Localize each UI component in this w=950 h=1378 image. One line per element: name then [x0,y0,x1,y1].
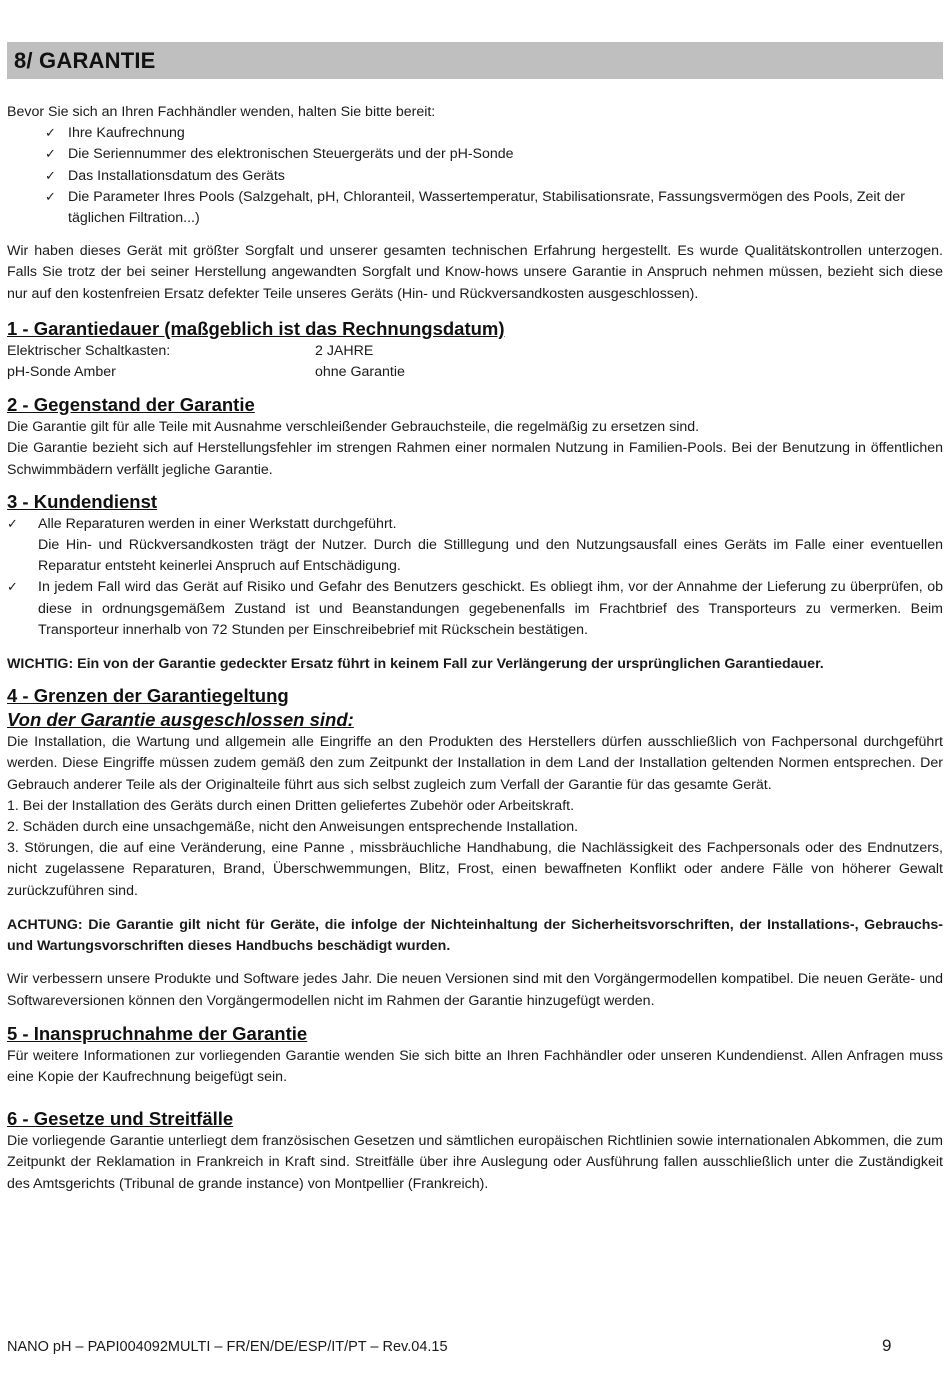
warranty-item-label: pH-Sonde Amber [7,364,116,381]
section-2-paragraph: Die Garantie gilt für alle Teile mit Ausnahme verschleißender Gebrauchsteile, die regelmäßig zu ersetzen sind. [7,419,700,436]
section-6-heading: 6 - Gesetze und Streitfälle [7,1108,234,1130]
check-icon: ✓ [7,580,18,596]
quality-paragraph: Wir haben dieses Gerät mit größter Sorgfalt und unserer gesamten technischen Erfahrung hergestellt. Es wurde Qualitätskontrollen unterzogen. Falls Sie trotz der bei seiner Herstellung angewandten Sorgfalt und Know-hows unsere Garantie in Anspruch nehmen müssen, bezieht sich diese nur auf den kostenfreien Ersatz defekter Teile unseres Geräts (Hin- und Rückversandkosten ausgeschlossen). [7,243,943,302]
warranty-item-label: Elektrischer Schaltkasten: [7,342,171,359]
page-title: 8/ GARANTIE [7,42,943,79]
service-checklist [7,514,943,641]
section-2-paragraph: Die Garantie bezieht sich auf Herstellungsfehler im strengen Rahmen einer normalen Nutzung in Familien-Pools. Bei der Benutzung in öffentlichen Schwimmbädern verfällt jegliche Garantie. [7,440,943,478]
checklist-item: ✓ Ihre Kaufrechnung [45,123,943,144]
warranty-row [7,362,943,383]
attention-note: ACHTUNG: Die Garantie gilt nicht für Geräte, die infolge der Nichteinhaltung der Sicherheitsvorschriften, der Installations-, Gebrauchs- und Wartungsvorschriften dieses Handbuchs beschädigt wurden. [7,916,943,955]
check-icon: ✓ [45,189,56,205]
exclusion-item: 3. Störungen, die auf eine Veränderung, eine Panne , missbräuchliche Handhabung, die Nachlässigkeit des Fachpersonals oder des Endnutzers, nicht zugelassene Reparaturen, Brand, Überschwemmungen, Blitz, Frost, einen bewaffneten Konflikt oder andere Fälle von höherer Gewalt zurückzuführen sind. [7,840,943,899]
section-1-heading: 1 - Garantiedauer (maßgeblich ist das Rechnungsdatum) [7,317,505,339]
checklist-item: ✓ Die Seriennummer des elektronischen Steuergeräts und der pH-Sonde [45,144,943,165]
section-6-paragraph: Die vorliegende Garantie unterliegt dem französischen Gesetzen und sämtlichen europäischen Richtlinien sowie internationalen Abkommen, die zum Zeitpunkt der Reklamation in Frankreich in Kraft sind. Streitfälle über ihre Auslegung oder Ausführung fallen ausschließlich unter die Zuständigkeit des Amtsgerichts (Tribunal de grande instance) von Montpellier (Frankreich). [7,1133,943,1192]
section-5-paragraph: Für weitere Informationen zur vorliegenden Garantie wenden Sie sich bitte an Ihren Fachhändler oder unseren Kundendienst. Allen Anfragen muss eine Kopie der Kaufrechnung beigefügt sein. [7,1047,943,1085]
section-4-subheading: Von der Garantie ausgeschlossen sind: [7,709,354,731]
document-page [7,42,943,1195]
warranty-item-value: ohne Garantie [315,364,405,381]
exclusion-item: 1. Bei der Installation des Geräts durch einen Dritten geliefertes Zubehör oder Arbeitskraft. [7,797,575,814]
section-4-paragraph: Die Installation, die Wartung und allgemein alle Eingriffe an den Produkten des Herstellers dürfen ausschließlich von Fachpersonal durchgeführt werden. Diese Eingriffe müssen zudem gemäß den zum Zeitpunkt der Installation in dem Land der Installation geltenden Normen entsprechen. Der Gebrauch anderer Teile als der Originalteile führt aus sich selbst zugleich zum Verfall der Garantie für das gesamte Gerät. [7,734,943,793]
important-note: WICHTIG: Ein von der Garantie gedeckter Ersatz führt in keinem Fall zur Verlängerung der ursprünglichen Garantiedauer. [7,656,824,673]
service-item-text: In jedem Fall wird das Gerät auf Risiko und Gefahr des Benutzers geschickt. Es obliegt ihm, vor der Annahme der Lieferung zu überprüfen, ob diese in ordnungsgemäßem Zustand ist und Beanstandungen gegebenenfalls im Frachtbrief des Transporteurs zu vermerken. Beim Transporteur innerhalb von 72 Stunden per Einschreibebrief mit Rückschein bestätigen. [38,579,943,638]
check-icon: ✓ [7,516,18,532]
exclusion-item: 2. Schäden durch eine unsachgemäße, nicht den Anweisungen entsprechende Installation. [7,819,579,836]
footer-text: NANO pH – PAPI004092MULTI – FR/EN/DE/ESP/IT/PT – Rev.04.15 [7,1339,448,1355]
checklist-item: ✓ Die Parameter Ihres Pools (Salzgehalt, pH, Chloranteil, Wassertemperatur, Stabilisationsrate, Fassungsvermögen des Pools, Zeit der täglichen Filtration...) [45,188,905,227]
warranty-item-value: 2 JAHRE [315,342,374,359]
check-icon: ✓ [45,147,56,163]
improvement-paragraph: Wir verbessern unsere Produkte und Software jedes Jahr. Die neuen Versionen sind mit den Vorgängermodellen kompatibel. Die neuen Geräte- und Softwareversionen können den Vorgängermodellen nicht im Rahmen der Garantie hinzugefügt werden. [7,971,943,1009]
service-item [7,577,943,641]
page-number: 9 [882,1336,892,1355]
service-item [7,514,943,578]
warranty-row [7,341,943,362]
intro-text: Bevor Sie sich an Ihren Fachhändler wenden, halten Sie bitte bereit: [7,104,436,120]
check-icon: ✓ [45,126,56,142]
section-3-heading: 3 - Kundendienst [7,490,158,512]
checklist-item: ✓ Das Installationsdatum des Geräts [45,166,943,187]
section-4-heading: 4 - Grenzen der Garantiegeltung [7,685,289,707]
section-2-heading: 2 - Gegenstand der Garantie [7,394,255,416]
service-item-text: Alle Reparaturen werden in einer Werkstatt durchgeführt. [38,515,397,532]
preparation-checklist [7,123,943,229]
check-icon: ✓ [45,168,56,184]
service-item-text: Die Hin- und Rückversandkosten trägt der Nutzer. Durch die Stilllegung und den Nutzungsausfall eines Geräts im Falle einer eventuellen Reparatur entsteht keinerlei Anspruch auf Entschädigung. [38,537,943,575]
section-5-heading: 5 - Inanspruchnahme der Garantie [7,1022,308,1044]
